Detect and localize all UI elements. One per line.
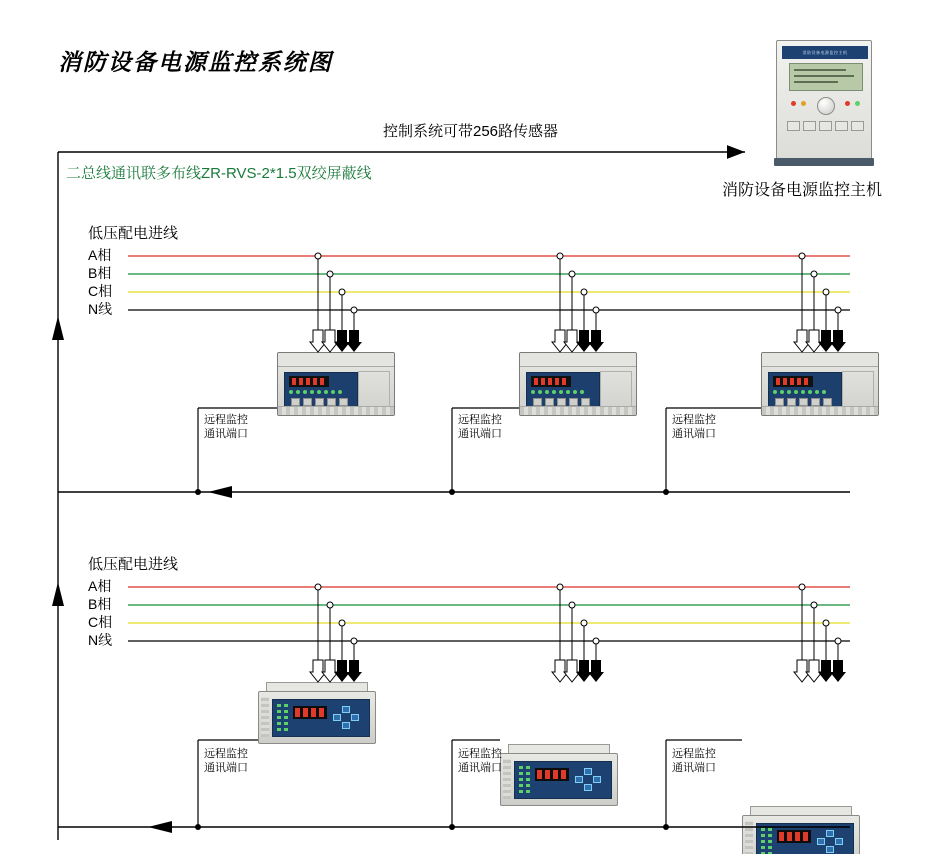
monitoring-host-device	[776, 40, 872, 166]
group-2-device-1	[258, 682, 376, 744]
group-1-device-1	[277, 352, 395, 416]
host-panel-header: 消防设备电源监控主机	[782, 46, 868, 59]
host-caption: 消防设备电源监控主机	[722, 182, 883, 199]
host-led-amber	[801, 101, 806, 106]
group-1-incoming-label: 低压配电进线	[88, 225, 179, 242]
group-1-phase-b-label: B相	[88, 265, 112, 281]
group-2-device-2	[500, 744, 618, 806]
port-label-line-2: 通讯端口	[672, 428, 716, 440]
host-led-green	[855, 101, 860, 106]
host-button-row	[787, 121, 863, 141]
group-1-port-label-3	[672, 413, 716, 441]
group-2-port-label-2	[458, 747, 502, 775]
host-screen	[789, 63, 863, 91]
host-led-red	[791, 101, 796, 106]
port-label-line-1: 远程监控	[204, 414, 248, 426]
port-label-line-2: 通讯端口	[204, 428, 248, 440]
group-2-phase-b-label: B相	[88, 596, 112, 612]
group-2-phase-a-label: A相	[88, 578, 112, 594]
port-label-line-1: 远程监控	[458, 748, 502, 760]
group-1-device-2	[519, 352, 637, 416]
group-2-port-label-1	[204, 747, 248, 775]
group-2-device-3	[742, 806, 860, 854]
port-label-line-2: 通讯端口	[458, 762, 502, 774]
group-1-port-label-1	[204, 413, 248, 441]
host-knob	[817, 97, 835, 115]
host-led-red-2	[845, 101, 850, 106]
sensor-capacity-label: 控制系统可带256路传感器	[383, 123, 559, 140]
port-label-line-2: 通讯端口	[672, 762, 716, 774]
group-2-incoming-label: 低压配电进线	[88, 556, 179, 573]
bus-line-label: 二总线通讯联多布线ZR-RVS-2*1.5双绞屏蔽线	[66, 165, 372, 182]
page-title: 消防设备电源监控系统图	[58, 50, 333, 75]
port-label-line-2: 通讯端口	[458, 428, 502, 440]
group-1-port-label-2	[458, 413, 502, 441]
group-1-phase-c-label: C相	[88, 283, 113, 299]
group-2-phase-c-label: C相	[88, 614, 113, 630]
host-base	[774, 158, 874, 166]
port-label-line-1: 远程监控	[458, 414, 502, 426]
group-1-phase-a-label: A相	[88, 247, 112, 263]
group-2-port-label-3	[672, 747, 716, 775]
group-1-phase-n-label: N线	[88, 301, 113, 317]
group-2-phase-n-label: N线	[88, 632, 113, 648]
port-label-line-1: 远程监控	[204, 748, 248, 760]
port-label-line-1: 远程监控	[672, 414, 716, 426]
host-case	[776, 40, 872, 160]
port-label-line-1: 远程监控	[672, 748, 716, 760]
group-1-device-3	[761, 352, 879, 416]
port-label-line-2: 通讯端口	[204, 762, 248, 774]
